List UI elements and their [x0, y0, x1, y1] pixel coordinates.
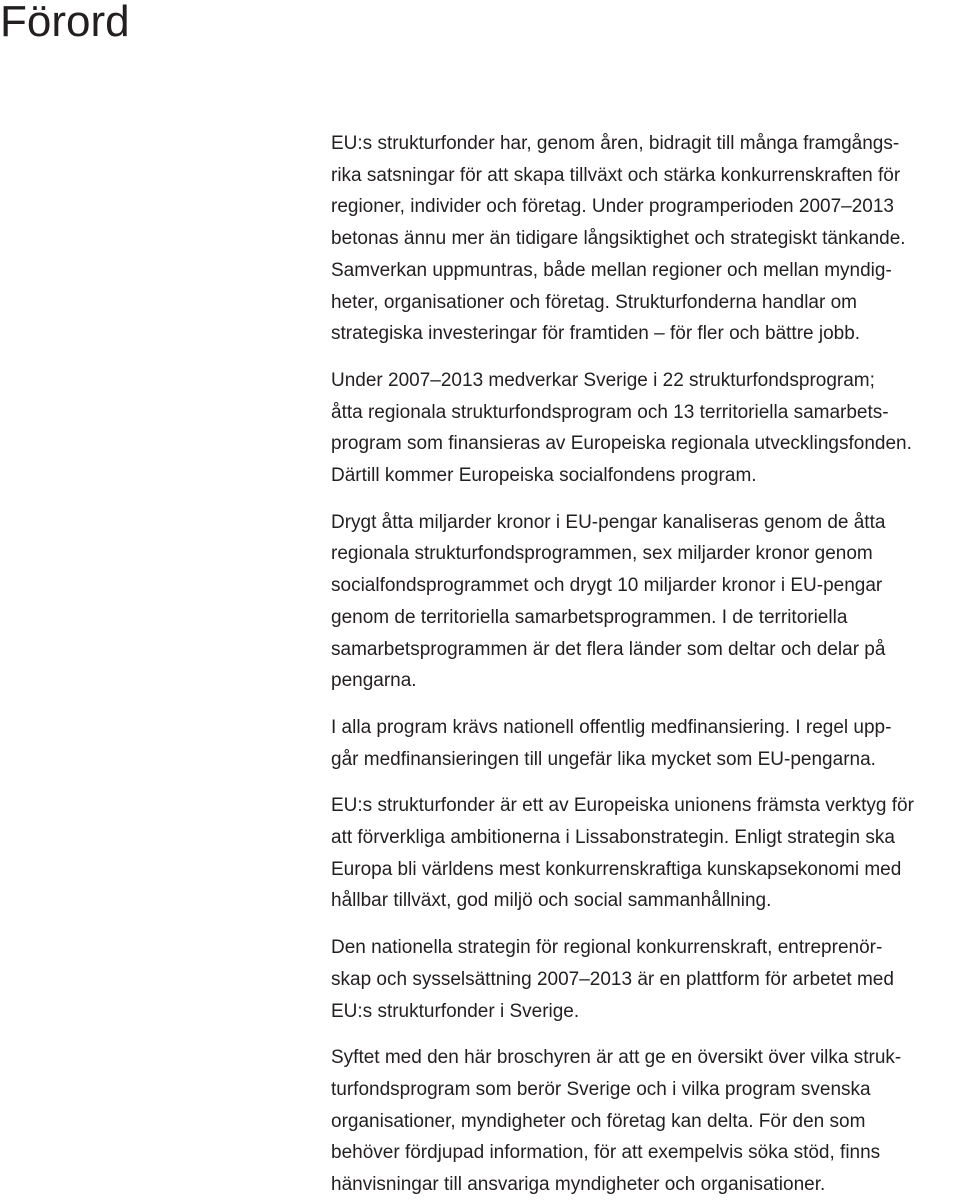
text-line: hänvisningar till ansvariga myndigheter och organisationer.: [331, 1174, 826, 1196]
text-line: samarbetsprogrammen är det flera länder som deltar och delar på: [331, 638, 886, 660]
text-line: EU:s strukturfonder har, genom åren, bidragit till många framgångs-: [331, 133, 900, 154]
body-text: [331, 128, 960, 1201]
paragraph-cofinancing: [331, 712, 960, 775]
text-line: Samverkan uppmuntras, både mellan regioner och mellan myndig-: [331, 259, 892, 281]
text-line: Syftet med den här broschyren är att ge en översikt över vilka struk-: [331, 1047, 902, 1069]
text-line: Därtill kommer Europeiska socialfondens program.: [331, 465, 757, 487]
paragraph-programs: [331, 365, 960, 492]
text-line: Drygt åtta miljarder kronor i EU-pengar kanaliseras genom de åtta: [331, 511, 886, 533]
text-line: går medfinansieringen till ungefär lika mycket som EU-pengarna.: [331, 748, 876, 770]
text-line: pengarna.: [331, 670, 417, 692]
text-line: strategiska investeringar för framtiden – för fler och bättre jobb.: [331, 323, 861, 345]
text-line: EU:s strukturfonder i Sverige.: [331, 1000, 580, 1022]
paragraph-purpose: [331, 1042, 960, 1201]
text-line: Den nationella strategin för regional konkurrenskraft, entreprenör-: [331, 937, 883, 959]
text-line: turfondsprogram som berör Sverige och i vilka program svenska: [331, 1078, 871, 1100]
text-line: I alla program krävs nationell offentlig medfinansiering. I regel upp-: [331, 716, 892, 738]
paragraph-lisbon: [331, 790, 960, 917]
text-line: heter, organisationer och företag. Strukturfonderna handlar om: [331, 291, 857, 313]
text-line: Under 2007–2013 medverkar Sverige i 22 strukturfondsprogram;: [331, 369, 875, 391]
text-line: regioner, individer och företag. Under programperioden 2007–2013: [331, 196, 894, 218]
text-line: rika satsningar för att skapa tillväxt och stärka konkurrenskraften för: [331, 164, 901, 186]
text-line: åtta regionala strukturfondsprogram och 13 territoriella samarbets-: [331, 401, 889, 423]
text-line: hållbar tillväxt, god miljö och social sammanhållning.: [331, 890, 772, 912]
text-line: organisationer, myndigheter och företag kan delta. För den som: [331, 1110, 866, 1132]
text-line: betonas ännu mer än tidigare långsiktighet och strategiskt tänkande.: [331, 228, 906, 250]
text-line: regionala strukturfondsprogrammen, sex miljarder kronor genom: [331, 543, 873, 565]
text-line: program som finansieras av Europeiska regionala utvecklingsfonden.: [331, 433, 912, 455]
text-line: EU:s strukturfonder är ett av Europeiska unionens främsta verktyg för: [331, 795, 914, 817]
page-title: Förord: [0, 0, 130, 46]
text-line: behöver fördjupad information, för att exempelvis söka stöd, finns: [331, 1142, 881, 1164]
text-line: socialfondsprogrammet och drygt 10 miljarder kronor i EU-pengar: [331, 575, 883, 597]
text-line: genom de territoriella samarbetsprogrammen. I de territoriella: [331, 606, 848, 628]
text-line: att förverkliga ambitionerna i Lissabonstrategin. Enligt strategin ska: [331, 827, 895, 849]
paragraph-funding: [331, 507, 960, 697]
text-line: Europa bli världens mest konkurrenskraftiga kunskapsekonomi med: [331, 858, 902, 880]
text-line: skap och sysselsättning 2007–2013 är en plattform för arbetet med: [331, 968, 894, 990]
paragraph-intro: [331, 128, 960, 350]
paragraph-national-strategy: [331, 932, 960, 1027]
